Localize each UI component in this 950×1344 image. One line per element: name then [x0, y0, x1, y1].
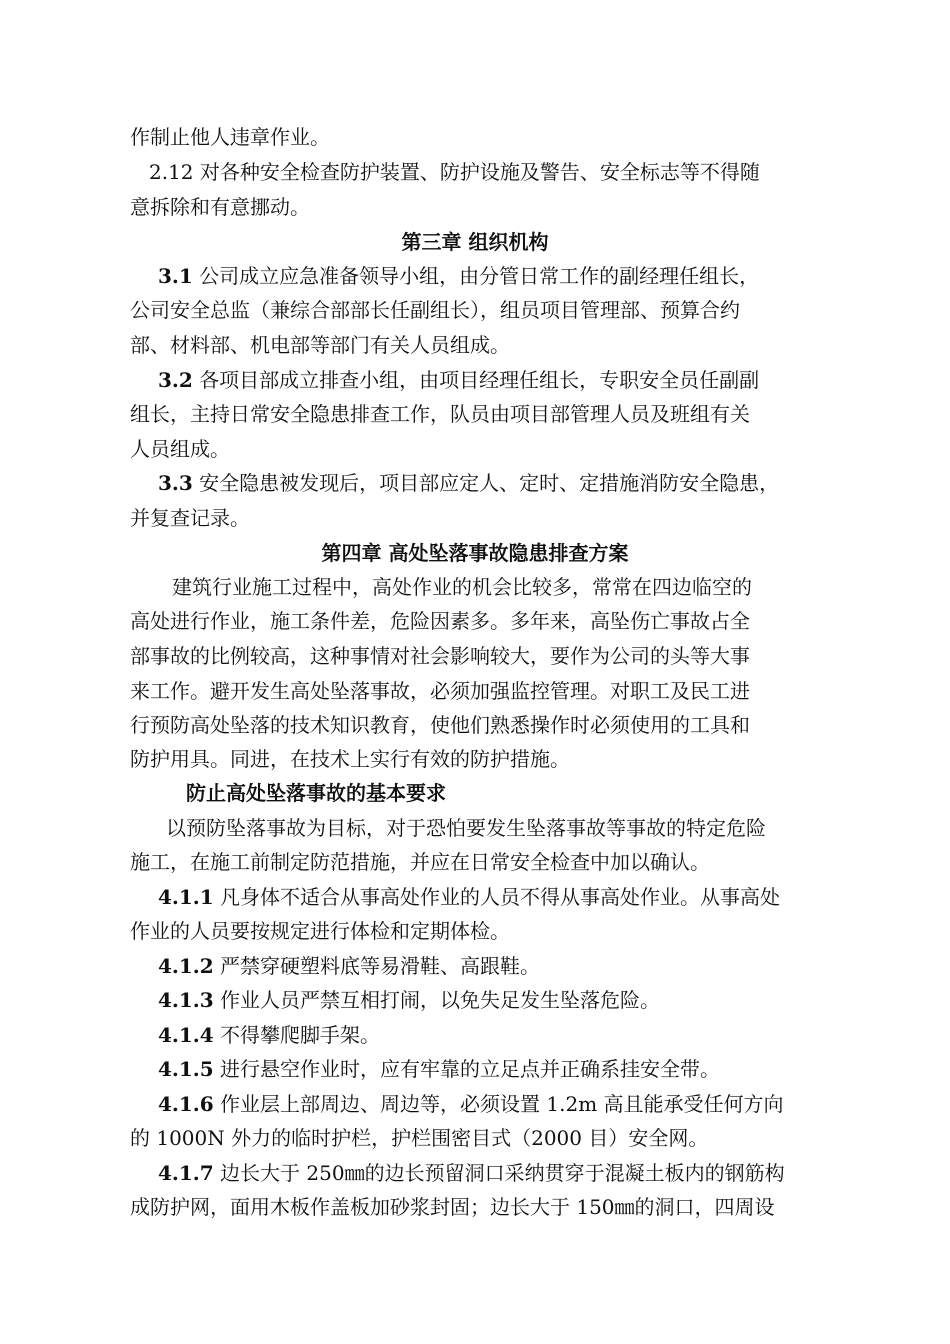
clause-text: 安全隐患被发现后，项目部应定人、定时、定措施消防安全隐患，	[192, 471, 780, 495]
text-line: 防护用具。同进，在技术上实行有效的防护措施。	[130, 747, 570, 771]
clause-text: 公司成立应急准备领导小组，由分管日常工作的副经理任组长，	[192, 264, 760, 288]
text-line: 来工作。避开发生高处坠落事故，必须加强监控管理。对职工及民工进	[130, 679, 750, 703]
clause-text: 进行悬空作业时，应有牢靠的立足点并正确系挂安全带。	[213, 1057, 721, 1081]
text-line: 意拆除和有意挪动。	[130, 195, 310, 219]
clause-number: 3.1	[158, 264, 193, 288]
clause-4-1-1	[158, 884, 780, 910]
paragraph-first-line: 以预防坠落事故为目标，对于恐怕要发生坠落事故等事故的特定危险	[166, 816, 766, 840]
clause-number: 4.1.4	[158, 1023, 214, 1047]
clause-3-2	[158, 367, 759, 393]
text-line: 高处进行作业，施工条件差，危险因素多。多年来，高坠伤亡事故占全	[130, 609, 750, 633]
clause-number: 4.1.7	[158, 1161, 214, 1185]
text-line: 成防护网，面用木板作盖板加砂浆封固；边长大于 150㎜的洞口，四周设	[130, 1195, 775, 1219]
clause-number: 3.2	[158, 368, 193, 392]
text-line: 组长，主持日常安全隐患排查工作，队员由项目部管理人员及班组有关	[130, 402, 750, 426]
clause-4-1-5	[158, 1056, 720, 1082]
chapter-3-heading: 第三章 组织机构	[401, 230, 549, 254]
section-heading: 防止高处坠落事故的基本要求	[186, 781, 446, 805]
clause-2-12: 2.12 对各种安全检查防护装置、防护设施及警告、安全标志等不得随	[149, 160, 760, 184]
text-line: 行预防高处坠落的技术知识教育，使他们熟悉操作时必须使用的工具和	[130, 713, 750, 737]
clause-number: 4.1.2	[158, 954, 214, 978]
clause-text: 各项目部成立排查小组，由项目经理任组长，专职安全员任副副	[192, 368, 760, 392]
clause-3-3	[158, 470, 779, 496]
clause-number: 4.1.6	[158, 1092, 214, 1116]
text-line: 施工，在施工前制定防范措施，并应在日常安全检查中加以确认。	[130, 850, 710, 874]
text-line: 公司安全总监（兼综合部部长任副组长），组员项目管理部、预算合约	[130, 298, 740, 322]
clause-4-1-4	[158, 1022, 380, 1048]
clause-number: 4.1.1	[158, 885, 214, 909]
clause-text: 作业人员严禁互相打闹，以免失足发生坠落危险。	[213, 988, 661, 1012]
chapter-4-heading: 第四章 高处坠落事故隐患排查方案	[321, 541, 629, 565]
text-line: 作业的人员要按规定进行体检和定期体检。	[130, 919, 510, 943]
clause-4-1-2	[158, 953, 540, 979]
text-line: 作制止他人违章作业。	[130, 125, 330, 149]
clause-text: 严禁穿硬塑料底等易滑鞋、高跟鞋。	[213, 954, 541, 978]
text-line: 人员组成。	[130, 437, 230, 461]
paragraph-first-line: 建筑行业施工过程中，高处作业的机会比较多，常常在四边临空的	[172, 575, 752, 599]
text-line: 的 1000N 外力的临时护栏，护栏围密目式（2000 目）安全网。	[130, 1126, 709, 1150]
clause-text: 凡身体不适合从事高处作业的人员不得从事高处作业。从事高处	[213, 885, 781, 909]
text-line: 并复查记录。	[130, 506, 250, 530]
clause-number: 3.3	[158, 471, 193, 495]
clause-text: 不得攀爬脚手架。	[213, 1023, 381, 1047]
clause-text: 作业层上部周边、周边等，必须设置 1.2m 高且能承受任何方向	[213, 1092, 784, 1116]
clause-number: 4.1.5	[158, 1057, 214, 1081]
clause-text: 边长大于 250㎜的边长预留洞口采纳贯穿于混凝土板内的钢筋构	[213, 1161, 785, 1185]
clause-3-1	[158, 263, 759, 289]
clause-4-1-3	[158, 987, 660, 1013]
text-line: 部事故的比例较高，这种事情对社会影响较大，要作为公司的头等大事	[130, 644, 750, 668]
clause-4-1-6	[158, 1091, 784, 1117]
text-line: 部、材料部、机电部等部门有关人员组成。	[130, 333, 510, 357]
clause-number: 4.1.3	[158, 988, 214, 1012]
clause-4-1-7	[158, 1160, 785, 1186]
